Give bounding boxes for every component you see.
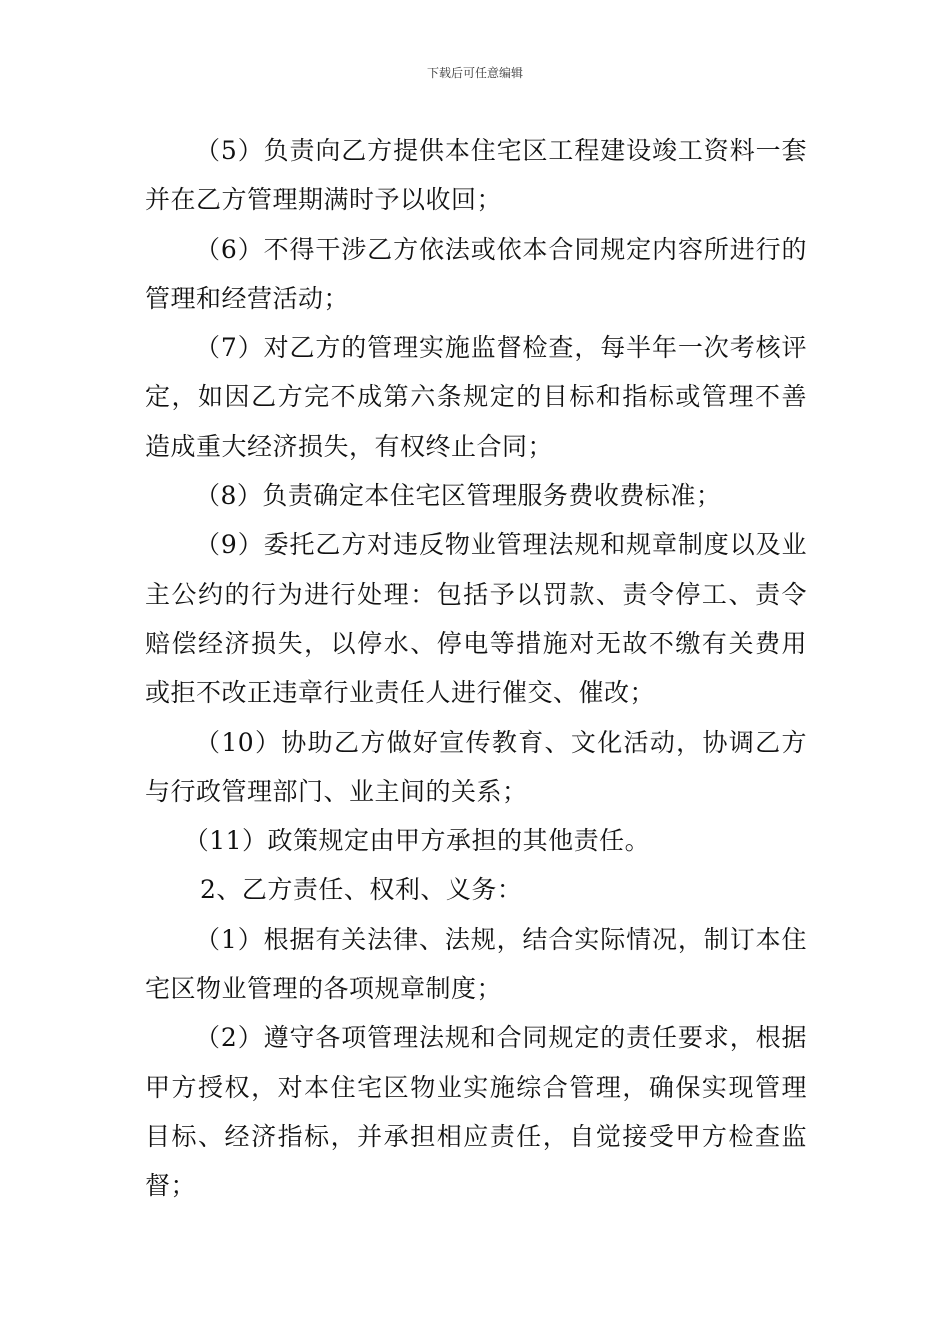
clause-10: （10）协助乙方做好宣传教育、文化活动，协调乙方与行政管理部门、业主间的关系； — [145, 727, 807, 806]
clause-b2: （2）遵守各项管理法规和合同规定的责任要求，根据甲方授权，对本住宅区物业实施综合管理，确保实现管理目标、经济指标，并承担相应责任，自觉接受甲方检查监督； — [145, 1023, 807, 1201]
clause-8: （8）负责确定本住宅区管理服务费收费标准； — [195, 481, 722, 511]
document-body — [145, 126, 807, 1211]
clause-6: （6）不得干涉乙方依法或依本合同规定内容所进行的管理和经营活动； — [145, 234, 807, 313]
section-2-heading: 2、乙方责任、权利、义务： — [200, 875, 523, 905]
clause-7: （7）对乙方的管理实施监督检查，每半年一次考核评定，如因乙方完不成第六条规定的目标和指标或管理不善造成重大经济损失，有权终止合同； — [145, 333, 807, 461]
clause-9: （9）委托乙方对违反物业管理法规和规章制度以及业主公约的行为进行处理：包括予以罚款、责令停工、责令赔偿经济损失，以停水、停电等措施对无故不缴有关费用或拒不改正违章行业责任人进行催交、催改； — [145, 530, 807, 708]
clause-5: （5）负责向乙方提供本住宅区工程建设竣工资料一套并在乙方管理期满时予以收回； — [145, 136, 807, 215]
clause-b1: （1）根据有关法律、法规，结合实际情况，制订本住宅区物业管理的各项规章制度； — [145, 924, 807, 1004]
page-header: 下载后可任意编辑 — [426, 66, 523, 80]
clause-11: （11）政策规定由甲方承担的其他责任。 — [183, 826, 651, 856]
